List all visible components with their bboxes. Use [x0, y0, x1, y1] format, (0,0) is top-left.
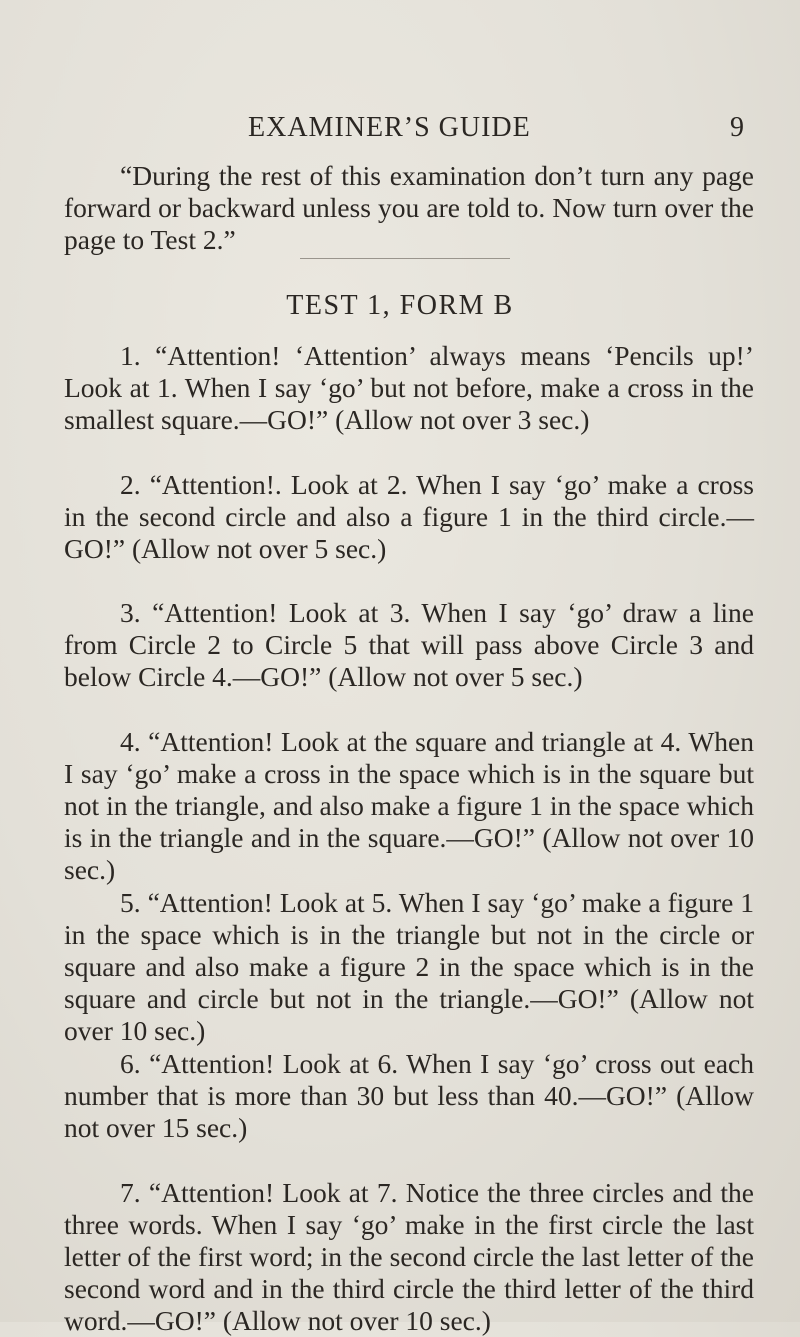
- instruction-item-4: 4. “Attention! Look at the square and triangle at 4. When I say ‘go’ make a cross in the space which is in the square but not in the triangle, and also make a figure 1 in the space which is in the triangle and in the square.—GO!” (Allow not over 10 sec.): [64, 726, 754, 885]
- intro-paragraph: “During the rest of this examination don’t turn any page forward or backward unless you are told to. Now turn over the page to Test 2.”: [64, 160, 754, 255]
- page-header: [0, 112, 800, 152]
- instruction-item-1: 1. “Attention! ‘Attention’ always means ‘Pencils up!’ Look at 1. When I say ‘go’ but not before, make a cross in the smallest square.—GO!” (Allow not over 3 sec.): [64, 340, 754, 435]
- instruction-item-5: 5. “Attention! Look at 5. When I say ‘go’ make a figure 1 in the space which is in the triangle but not in the circle or square and also make a figure 2 in the space which is in the square and circle but not in the triangle.—GO!” (Allow not over 10 sec.): [64, 887, 754, 1046]
- running-head: EXAMINER’S GUIDE: [248, 112, 531, 143]
- page-number: 9: [730, 112, 744, 143]
- instruction-item-2: 2. “Attention!. Look at 2. When I say ‘go’ make a cross in the second circle and also a figure 1 in the third circle.—GO!” (Allow not over 5 sec.): [64, 469, 754, 564]
- instruction-item-6: 6. “Attention! Look at 6. When I say ‘go’ cross out each number that is more than 30 but less than 40.—GO!” (Allow not over 15 sec.): [64, 1048, 754, 1143]
- instruction-item-3: 3. “Attention! Look at 3. When I say ‘go’ draw a line from Circle 2 to Circle 5 that will pass above Circle 3 and below Circle 4.—GO!” (Allow not over 5 sec.): [64, 597, 754, 692]
- instruction-item-7: 7. “Attention! Look at 7. Notice the three circles and the three words. When I say ‘go’ make in the first circle the last letter of the first word; in the second circle the last letter of the second word and in the third circle the third letter of the third word.—GO!” (Allow not over 10 sec.): [64, 1177, 754, 1336]
- test-heading: TEST 1, FORM B: [286, 290, 514, 321]
- section-divider: [300, 258, 510, 259]
